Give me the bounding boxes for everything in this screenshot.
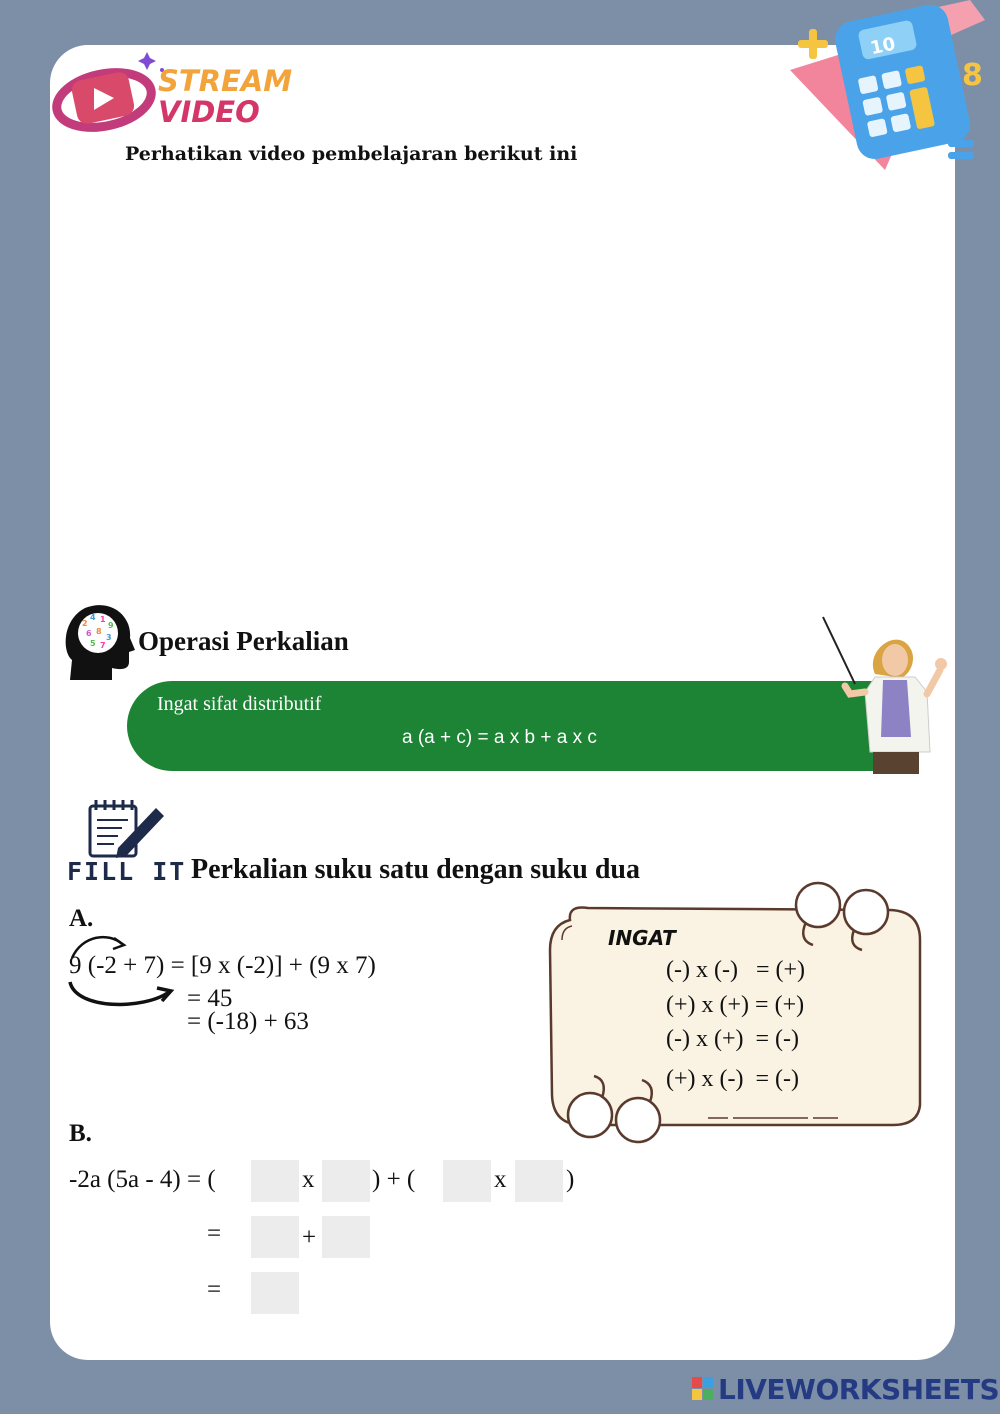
sign-rule-3: (-) x (+) = (-) [666, 1026, 800, 1052]
operation-title: Operasi Perkalian [138, 626, 349, 656]
exercise-b-prefix: -2a (5a - 4) = ( [69, 1166, 216, 1193]
section-a-label: A. [69, 905, 94, 932]
times-sign-1: x [302, 1166, 315, 1193]
example-a-line-2: = 45 [187, 985, 233, 1012]
svg-text:8: 8 [962, 58, 983, 93]
liveworksheets-brand[interactable]: LIVEWORKSHEETS [718, 1373, 1000, 1406]
svg-text:3: 3 [106, 633, 112, 642]
distributive-formula: a (a + c) = a x b + a x c [402, 727, 597, 748]
fill-section-title: Perkalian suku satu dengan suku dua [191, 854, 640, 885]
svg-text:10: 10 [868, 33, 898, 60]
equals-sign-2: = [207, 1220, 222, 1247]
video-player-area[interactable] [100, 185, 900, 585]
logo-line-1: STREAM [158, 64, 293, 98]
example-a-line-3: = (-18) + 63 [187, 1008, 309, 1035]
answer-blank-6[interactable] [322, 1216, 370, 1258]
svg-text:5: 5 [90, 639, 96, 648]
exercise-b-close: ) [566, 1166, 575, 1193]
intro-text: Perhatikan video pembelajaran berikut ini [125, 143, 578, 165]
sign-rule-4: (+) x (-) = (-) [666, 1066, 800, 1092]
answer-blank-5[interactable] [251, 1216, 299, 1258]
distributive-reminder-box [127, 681, 917, 771]
times-sign-2: x [494, 1166, 507, 1193]
answer-blank-1[interactable] [251, 1160, 299, 1202]
svg-text:7: 7 [100, 641, 106, 650]
sign-rule-1: (-) x (-) = (+) [666, 957, 806, 983]
answer-blank-3[interactable] [443, 1160, 491, 1202]
answer-blank-2[interactable] [322, 1160, 370, 1202]
section-b-label: B. [69, 1120, 92, 1147]
svg-text:9: 9 [108, 621, 114, 630]
stream-video-wordmark [158, 66, 292, 128]
svg-text:2: 2 [82, 619, 88, 628]
reminder-label: Ingat sifat distributif [157, 693, 322, 715]
svg-text:1: 1 [100, 615, 106, 624]
logo-line-2: VIDEO [158, 95, 260, 129]
brain-head-icon [60, 600, 135, 685]
equals-sign-3: = [207, 1276, 222, 1303]
example-a-line-1: 9 (-2 + 7) = [9 x (-2)] + (9 x 7) [69, 952, 376, 979]
ingat-title: INGAT [608, 926, 676, 950]
sign-rule-2: (+) x (+) = (+) [666, 992, 805, 1018]
answer-blank-7[interactable] [251, 1272, 299, 1314]
calculator-icon [790, 0, 1000, 175]
svg-text:8: 8 [96, 627, 102, 636]
svg-text:4: 4 [90, 613, 96, 622]
plus-sign: + [302, 1224, 317, 1251]
exercise-b-middle: ) + ( [372, 1166, 416, 1193]
svg-text:6: 6 [86, 629, 92, 638]
liveworksheets-logo-icon [692, 1377, 714, 1401]
teacher-illustration-icon [815, 612, 950, 774]
fill-it-badge: FILL IT [67, 857, 187, 886]
answer-blank-4[interactable] [515, 1160, 563, 1202]
